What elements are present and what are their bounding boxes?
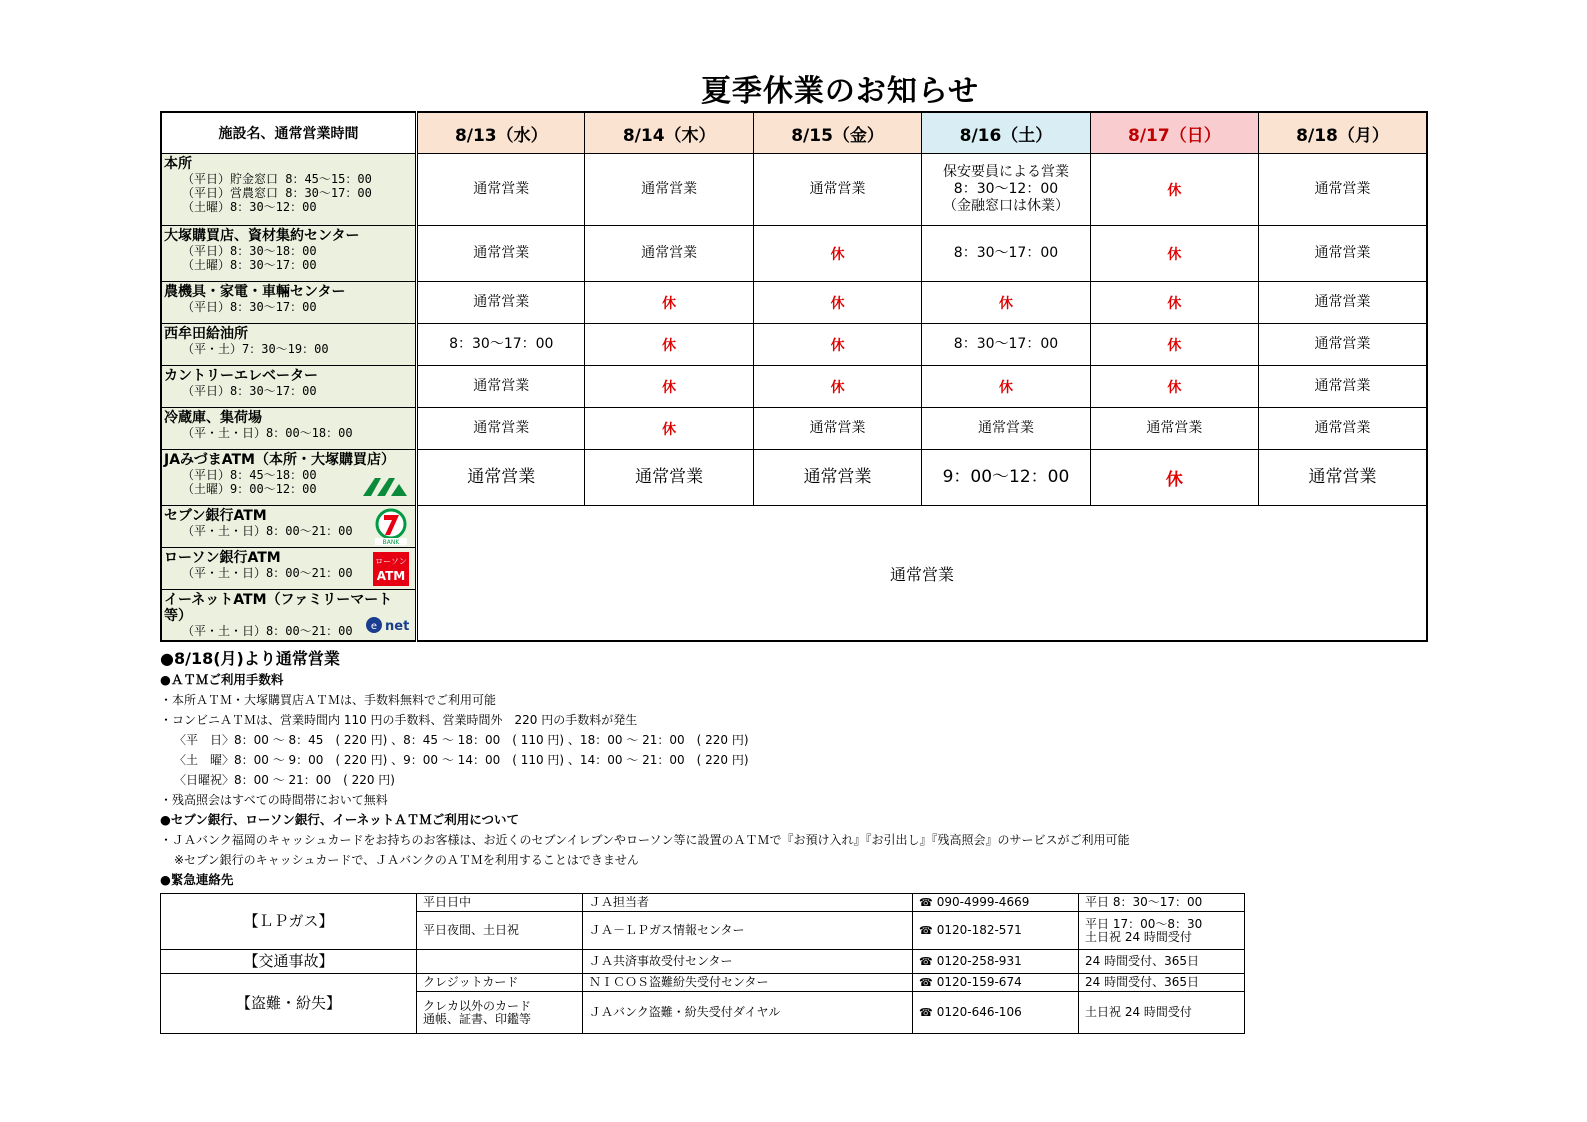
facility-hours: （土曜）9：00～12：00: [182, 482, 317, 496]
contact-when: 平日夜間、土日祝: [417, 912, 583, 950]
status-cell: 通常営業: [417, 226, 585, 282]
closed-mark: 休: [1090, 366, 1258, 408]
status-cell: 通常営業: [417, 408, 585, 450]
status-cell: 通常営業: [1090, 408, 1258, 450]
contact-when: 平日日中: [417, 894, 583, 912]
facility-cell: [161, 408, 417, 450]
notes-section: [160, 648, 1460, 890]
facility-cell: [161, 226, 417, 282]
facility-name: カントリーエレベーター: [164, 368, 318, 384]
status-cell: 通常営業: [1259, 366, 1427, 408]
day-header: 8/13（水）: [417, 112, 585, 154]
atm-name: セブン銀行ATM: [164, 508, 267, 524]
atm-name: ローソン銀行ATM: [164, 550, 281, 566]
contact-when: クレジットカード: [417, 974, 583, 992]
facility-hours: （土曜）8：30～12：00: [182, 200, 317, 214]
status-cell: 通常営業: [1259, 226, 1427, 282]
facility-row: [161, 282, 1427, 324]
facility-hours: （平日）8：30～17：00: [182, 384, 317, 398]
status-cell: 8：30～17：00: [417, 324, 585, 366]
status-cell: 通常営業: [1259, 450, 1427, 506]
status-cell: 通常営業: [753, 154, 921, 226]
closed-mark: 休: [1090, 282, 1258, 324]
closed-mark: 休: [922, 282, 1090, 324]
closed-mark: 休: [585, 408, 753, 450]
facility-name: JAみづまATM（本所・大塚購買店）: [164, 452, 395, 468]
contact-hours: [1079, 912, 1245, 950]
day-header-sunday: 8/17（日）: [1090, 112, 1258, 154]
facility-row: [161, 408, 1427, 450]
facility-hours: （平日）貯金窓口 8：45～15：00: [182, 172, 372, 186]
enet-logo: [365, 615, 409, 638]
svg-text:e: e: [371, 621, 378, 632]
hours-line: 土日祝 24 時間受付: [1085, 929, 1192, 944]
convenience-heading: ●セブン銀行、ローソン銀行、イーネットＡＴＭご利用について: [160, 812, 520, 827]
phone-number: ☎ 0120-159-674: [913, 974, 1079, 992]
fee-line: ・残高照会はすべての時間帯において無料: [160, 793, 388, 807]
contact-who: ＮＩＣＯＳ盗難紛失受付センター: [583, 974, 913, 992]
status-cell: 通常営業: [1259, 324, 1427, 366]
resume-notice: ●8/18(月)より通常営業: [160, 649, 340, 668]
fee-detail: 〈日曜祝〉8：00 ～ 21：00 ( 220 円): [174, 773, 395, 787]
status-cell: 通常営業: [585, 154, 753, 226]
facility-cell: [161, 450, 417, 506]
atm-merged-status: 通常営業: [417, 506, 1427, 642]
facility-hours: （平日）8：30～17：00: [182, 300, 317, 314]
fee-detail: 〈平 日〉8：00 ～ 8：45 ( 220 円) 、8：45 ～ 18：00 ( 110 円) 、18：00 ～ 21：00 ( 220 円): [174, 733, 749, 747]
atm-cell: [161, 590, 417, 642]
svg-text:net: net: [385, 619, 410, 634]
facility-row: [161, 154, 1427, 226]
contact-when: [417, 992, 583, 1034]
phone-number: ☎ 0120-258-931: [913, 950, 1079, 974]
status-cell: 通常営業: [417, 366, 585, 408]
contact-who: ＪＡ－ＬＰガス情報センター: [583, 912, 913, 950]
atm-name: イーネットATM（ファミリーマート等）: [164, 592, 393, 624]
category-traffic: 【交通事故】: [161, 950, 417, 974]
facility-hours: （平日）8：30～18：00: [182, 244, 317, 258]
contact-row: [161, 950, 1245, 974]
closed-mark: 休: [753, 324, 921, 366]
contact-hours: 平日 8：30～17：00: [1079, 894, 1245, 912]
contact-hours: 土日祝 24 時間受付: [1079, 992, 1245, 1034]
atm-hours: （平・土・日）8：00～21：00: [182, 566, 353, 580]
category-theft: 【盗難・紛失】: [161, 974, 417, 1034]
status-cell: 通常営業: [922, 408, 1090, 450]
facility-hours: （平・土）7：30～19：00: [182, 342, 329, 356]
status-cell: 通常営業: [1259, 154, 1427, 226]
convenience-line: ・ＪＡバンク福岡のキャッシュカードをお持ちのお客様は、お近くのセブンイレブンやローソン等に設置のＡＴＭで『お預け入れ』『お引出し』『残高照会』のサービスがご利用可能: [160, 833, 1130, 847]
when-line: 通帳、証書、印鑑等: [423, 1011, 532, 1026]
convenience-note: ※セブン銀行のキャッシュカードで、ＪＡバンクのＡＴＭを利用することはできません: [174, 853, 639, 867]
status-cell: 8：30～17：00: [922, 226, 1090, 282]
facility-hours: （平・土・日）8：00～18：00: [182, 426, 353, 440]
day-header: 8/18（月）: [1259, 112, 1427, 154]
closed-mark: 休: [753, 282, 921, 324]
fee-line: ・本所ＡＴＭ・大塚購買店ＡＴＭは、手数料無料でご利用可能: [160, 693, 497, 707]
facility-header: 施設名、通常営業時間: [161, 112, 417, 154]
schedule-header-row: [161, 112, 1427, 154]
svg-text:ローソン: ローソン: [375, 557, 407, 566]
closed-mark: 休: [585, 324, 753, 366]
closed-mark: 休: [1090, 154, 1258, 226]
status-cell: 通常営業: [585, 450, 753, 506]
ja-logo-icon: [361, 476, 409, 501]
seven-bank-logo: [373, 508, 409, 549]
atm-row: [161, 506, 1427, 548]
svg-text:ATM: ATM: [376, 569, 406, 583]
status-cell: 通常営業: [417, 282, 585, 324]
closed-mark: 休: [1090, 324, 1258, 366]
facility-row: [161, 324, 1427, 366]
facility-hours: （平日）営農窓口 8：30～17：00: [182, 186, 372, 200]
contact-row: [161, 894, 1245, 912]
facility-cell: [161, 282, 417, 324]
closed-mark: 休: [1090, 450, 1258, 506]
fee-heading: ●ＡＴＭご利用手数料: [160, 672, 284, 687]
fee-detail: 〈土 曜〉8：00 ～ 9：00 ( 220 円) 、9：00 ～ 14：00 ( 110 円) 、14：00 ～ 21：00 ( 220 円): [174, 753, 749, 767]
atm-hours: （平・土・日）8：00～21：00: [182, 524, 353, 538]
closed-mark: 休: [753, 366, 921, 408]
svg-text:BANK: BANK: [382, 539, 400, 546]
closed-mark: 休: [753, 226, 921, 282]
status-cell: 9：00～12：00: [922, 450, 1090, 506]
facility-name: 本所: [164, 156, 192, 172]
facility-row: [161, 366, 1427, 408]
facility-hours: （土曜）8：30～17：00: [182, 258, 317, 272]
emergency-contact-table: [160, 893, 1245, 1034]
closed-mark: 休: [1090, 226, 1258, 282]
emergency-heading: ●緊急連絡先: [160, 872, 234, 887]
contact-hours: 24 時間受付、365日: [1079, 950, 1245, 974]
schedule-table: [160, 111, 1428, 642]
facility-row: [161, 226, 1427, 282]
fee-line: ・コンビニＡＴＭは、営業時間内 110 円の手数料、営業時間外 220 円の手数料が発生: [160, 713, 638, 727]
day-header: 8/14（木）: [585, 112, 753, 154]
status-cell: 通常営業: [585, 226, 753, 282]
phone-number: ☎ 0120-646-106: [913, 992, 1079, 1034]
facility-name: 農機具・家電・車輛センター: [164, 284, 346, 300]
status-cell: 通常営業: [417, 450, 585, 506]
facility-name: 大塚購買店、資材集約センター: [164, 228, 360, 244]
contact-who: ＪＡバンク盗難・紛失受付ダイヤル: [583, 992, 913, 1034]
atm-hours: （平・土・日）8：00～21：00: [182, 624, 353, 638]
atm-cell: [161, 548, 417, 590]
facility-hours: （平日）8：45～18：00: [182, 468, 317, 482]
hours-line: 平日 17：00～8：30: [1085, 916, 1203, 931]
closed-mark: 休: [585, 366, 753, 408]
contact-who: ＪＡ共済事故受付センター: [583, 950, 913, 974]
contact-when: [417, 950, 583, 974]
status-cell: 通常営業: [1259, 282, 1427, 324]
facility-name: 西牟田給油所: [164, 326, 248, 342]
closed-mark: 休: [585, 282, 753, 324]
facility-cell: [161, 154, 417, 226]
day-header-saturday: 8/16（土）: [922, 112, 1090, 154]
status-cell: 8：30～17：00: [922, 324, 1090, 366]
status-cell: 通常営業: [1259, 408, 1427, 450]
status-cell: 通常営業: [753, 408, 921, 450]
closed-mark: 休: [922, 366, 1090, 408]
page-title: 夏季休業のお知らせ: [700, 74, 980, 109]
when-line: クレカ以外のカード: [423, 998, 532, 1013]
status-cell: 通常営業: [753, 450, 921, 506]
lawson-bank-logo: [373, 552, 409, 589]
facility-row: [161, 450, 1427, 506]
contact-who: ＪＡ担当者: [583, 894, 913, 912]
facility-cell: [161, 324, 417, 366]
status-cell: 通常営業: [417, 154, 585, 226]
facility-cell: [161, 366, 417, 408]
facility-name: 冷蔵庫、集荷場: [164, 410, 262, 426]
contact-row: [161, 974, 1245, 992]
day-header: 8/15（金）: [753, 112, 921, 154]
atm-cell: [161, 506, 417, 548]
phone-number: ☎ 0120-182-571: [913, 912, 1079, 950]
status-cell: 保安要員による営業 8：30～12：00 （金融窓口は休業）: [922, 154, 1090, 226]
category-lp-gas: 【ＬＰガス】: [161, 894, 417, 950]
phone-number: ☎ 090-4999-4669: [913, 894, 1079, 912]
contact-hours: 24 時間受付、365日: [1079, 974, 1245, 992]
